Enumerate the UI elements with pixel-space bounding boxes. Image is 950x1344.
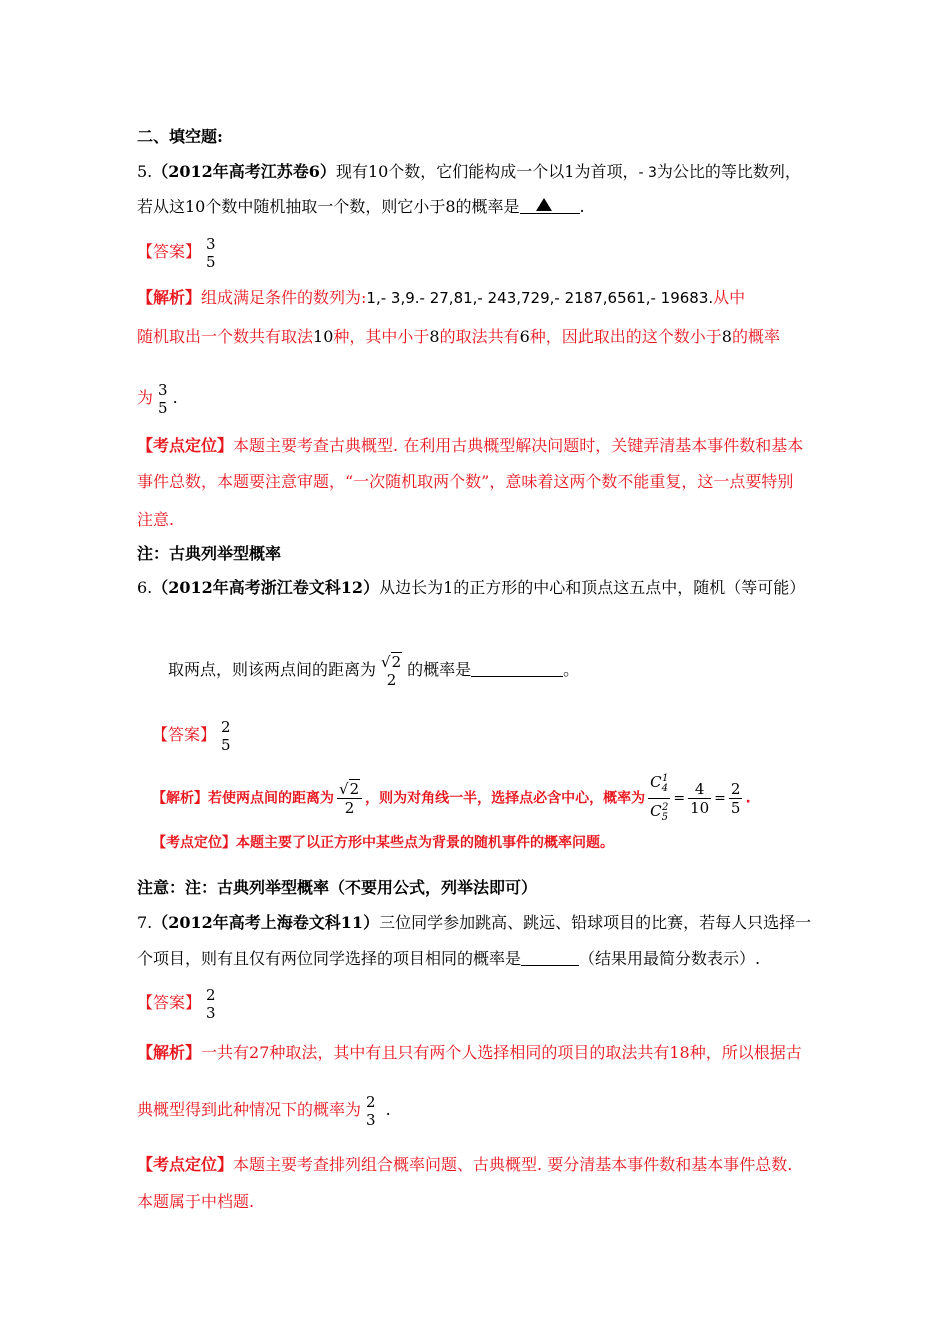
q5-analysis-line2 [137, 327, 780, 347]
sqrt-icon: √ [339, 780, 349, 798]
q7-analysis-fraction [364, 1093, 378, 1129]
q7-answer-fraction [204, 986, 218, 1022]
q6-point [152, 833, 614, 853]
q6-answer-fraction [219, 718, 233, 754]
q5-stem-line1 [137, 162, 801, 183]
q6-eq1: = [673, 790, 686, 807]
q7-answer-label: 【答案】 [137, 993, 202, 1012]
q5-analysis-line3 [137, 378, 178, 418]
q7-analysis-line2-a: 典概型得到此种情况下的概率为 [137, 1100, 362, 1119]
q6-stem-line2-a: 取两点，则该两点间的距离为 [168, 660, 377, 679]
q6-number: 6. [137, 578, 153, 597]
q6-stem-line1 [137, 578, 805, 598]
q5-point-text1: 本题主要考查古典概型. 在利用古典概型解决问题时，关键弄清基本事件数和基本 [233, 436, 804, 455]
q5-sequence: 1,- 3,9.- 27,81,- 243,729,- 2187,6561,- 19683. [366, 289, 714, 307]
q5-stem-b: 为公比的等比数列， [656, 162, 801, 181]
q7-number: 7. [137, 913, 153, 932]
q7-analysis-line1 [137, 1043, 802, 1063]
q7-analysis-line2 [137, 1090, 391, 1130]
q7-answer-den: 3 [206, 1003, 216, 1022]
q5-answer-blank [520, 197, 580, 214]
q6-comb-den: C [650, 802, 662, 820]
q6-answer-blank [471, 660, 563, 677]
q5-point-line2: 事件总数，本题要注意审题，“一次随机取两个数”，意味着这两个数不能重复，这一点要特别 [137, 472, 794, 491]
q6-sqrt-den: 2 [386, 670, 397, 689]
q6-analysis-sqrt-num: 2 [349, 780, 360, 798]
q5-analysis-a: 组成满足条件的数列为: [201, 288, 367, 307]
q6-stem-line2-end: 。 [563, 660, 580, 679]
q7-analysis-frac-num: 2 [366, 1092, 376, 1111]
q7-analysis-frac-den: 3 [366, 1110, 376, 1129]
q5-ratio: - 3 [638, 165, 657, 181]
q6-answer [152, 715, 236, 755]
q5-answer-den: 5 [206, 252, 216, 271]
q6-answer-den: 5 [221, 735, 231, 754]
q7-point-line2: 本题属于中档题. [137, 1192, 255, 1211]
q5-point-line3: 注意. [137, 510, 175, 529]
q5-answer-num: 3 [206, 234, 216, 253]
q6-mid-den: 10 [690, 799, 710, 817]
q5-stem-end: . [579, 197, 585, 216]
q5-analysis-line2-a: 随机取出一个数共有取法 [137, 327, 314, 346]
q5-analysis-line2-b: 种，其中小于 [333, 327, 430, 346]
q6-comb-num: C [650, 773, 662, 791]
q5-point-line1 [137, 436, 803, 456]
sqrt-icon: √ [381, 652, 391, 671]
q7-analysis-text1: 一共有27种取法，其中有且只有两个人选择相同的项目的取法共有18种，所以根据古 [201, 1043, 802, 1062]
q5-n10: 10 [313, 327, 334, 346]
q7-analysis-line2-end: . [380, 1100, 391, 1119]
q5-answer-label: 【答案】 [137, 242, 202, 261]
q6-sqrt-num: 2 [391, 652, 402, 671]
q7-point-line1 [137, 1155, 792, 1175]
note-2: 注意：注：古典列举型概率（不要用公式，列举法即可） [137, 878, 538, 897]
q5-n6: 6 [519, 327, 530, 346]
q7-stem-line1 [137, 913, 811, 933]
q5-answer-fraction [204, 235, 218, 271]
q6-comb-den-sub: 5 [661, 812, 668, 823]
q5-analysis-label: 【解析】 [137, 288, 202, 307]
q6-comb-den-sup: 2 [661, 802, 669, 813]
q6-final-fraction [729, 780, 743, 817]
q5-analysis-line3-a: 为 [137, 388, 154, 407]
q6-point-label: 【考点定位】 [152, 835, 236, 851]
q5-analysis-fraction [156, 381, 170, 417]
triangle-icon [536, 198, 552, 211]
q5-analysis-line3-end: . [172, 388, 178, 407]
q5-source: （2012年高考江苏卷6） [152, 162, 336, 181]
q6-eq2: = [714, 790, 726, 807]
q7-answer [137, 983, 221, 1023]
q6-comb-num-sup: 1 [661, 773, 669, 784]
q5-number: 5. [137, 162, 153, 181]
q6-sqrt-fraction [379, 653, 404, 689]
q6-answer-num: 2 [221, 717, 231, 736]
q6-comb-fraction [648, 770, 670, 827]
q6-analysis-b: ，则为对角线一半，选择点必含中心，概率为 [365, 790, 646, 807]
q6-analysis-end: . [745, 790, 751, 807]
q7-answer-blank [521, 949, 579, 966]
q6-source: （2012年高考浙江卷文科12） [152, 578, 380, 597]
q5-analysis-line2-e: 的概率 [731, 327, 780, 346]
q5-stem-line2-text: 若从这10个数中随机抽取一个数，则它小于8的概率是 [137, 197, 520, 216]
q5-analysis-b: 从中 [713, 288, 746, 307]
q5-analysis-frac-den: 5 [158, 398, 168, 417]
q5-point-label: 【考点定位】 [137, 436, 234, 455]
q6-analysis-a: 若使两点间的距离为 [208, 790, 334, 807]
q5-analysis-line2-d: 种，因此取出的这个数小于 [529, 327, 722, 346]
q6-final-den: 5 [730, 799, 741, 817]
q6-analysis [152, 770, 751, 827]
q7-answer-num: 2 [206, 985, 216, 1004]
q6-stem-line2 [168, 648, 579, 692]
q6-mid-num: 4 [694, 780, 705, 798]
q6-stem-line2-b: 的概率是 [407, 660, 472, 679]
q5-stem-a: 现有10个数，它们能构成一个以1为首项， [335, 162, 639, 181]
q7-point-label: 【考点定位】 [137, 1155, 234, 1174]
q6-analysis-sqrt-den: 2 [337, 798, 362, 817]
q5-answer [137, 232, 221, 272]
q5-analysis-frac-num: 3 [158, 380, 168, 399]
section-heading: 二、填空题: [137, 127, 223, 146]
q7-stem-line2-b: （结果用最简分数表示）. [579, 949, 761, 968]
q5-n8a: 8 [429, 327, 440, 346]
q7-analysis-label: 【解析】 [137, 1043, 202, 1062]
q7-stem-line2 [137, 949, 760, 969]
q5-n8b: 8 [721, 327, 732, 346]
q6-point-text: 本题主要了以正方形中某些点为背景的随机事件的概率问题。 [236, 835, 614, 851]
q7-source: （2012年高考上海卷文科11） [152, 913, 380, 932]
q7-stem-a: 三位同学参加跳高、跳远、铅球项目的比赛，若每人只选择一 [379, 913, 812, 932]
q6-comb-num-sub: 4 [661, 783, 668, 794]
q6-final-num: 2 [730, 780, 741, 798]
q7-stem-line2-a: 个项目，则有且仅有两位同学选择的项目相同的概率是 [137, 949, 522, 968]
q6-mid-fraction [688, 780, 711, 817]
q6-answer-label: 【答案】 [152, 725, 217, 744]
q5-analysis-line2-c: 的取法共有 [439, 327, 520, 346]
q6-stem-a: 从边长为1的正方形的中心和顶点这五点中，随机（等可能） [379, 578, 806, 597]
q5-stem-line2 [137, 197, 585, 217]
q5-analysis-line1 [137, 288, 745, 308]
note-1: 注：古典列举型概率 [137, 544, 282, 563]
q6-analysis-label: 【解析】 [152, 790, 208, 807]
q7-point-text1: 本题主要考查排列组合概率问题、古典概型. 要分清基本事件数和基本事件总数. [233, 1155, 793, 1174]
q6-analysis-sqrt-fraction [337, 780, 362, 817]
